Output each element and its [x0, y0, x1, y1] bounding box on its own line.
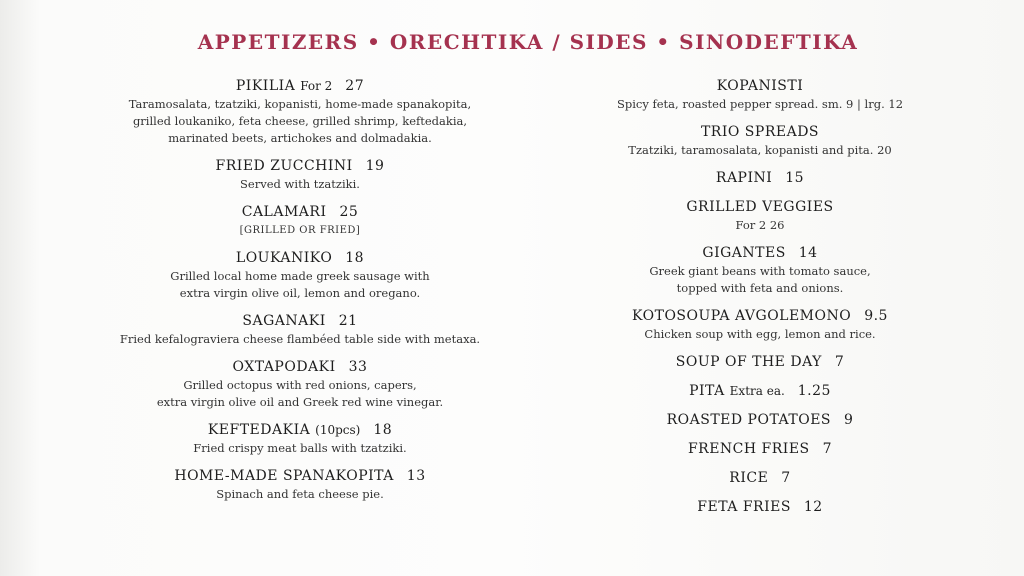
item-description: Grilled octopus with red onions, capers,	[183, 378, 417, 392]
item-price: 18	[373, 422, 393, 438]
menu-item	[560, 410, 960, 430]
item-price: 13	[406, 468, 426, 484]
menu-item	[60, 420, 540, 457]
item-price: 33	[348, 359, 368, 375]
item-name-line	[60, 202, 540, 222]
item-description: Greek giant beans with tomato sauce,	[649, 264, 871, 278]
item-name: RAPINI	[715, 170, 773, 186]
item-description: [GRILLED OR FRIED]	[239, 225, 361, 236]
item-name-line	[560, 243, 960, 263]
item-note: For 2	[300, 79, 333, 93]
item-description: Chicken soup with egg, lemon and rice.	[644, 327, 876, 341]
item-description: extra virgin olive oil and Greek red wine vinegar.	[156, 395, 444, 409]
menu-item	[560, 352, 960, 372]
item-description: Spicy feta, roasted pepper spread. sm. 9 | lrg. 12	[616, 97, 904, 111]
item-name-line	[560, 439, 960, 459]
item-note: Extra ea.	[729, 384, 785, 398]
item-name: RICE	[729, 470, 769, 486]
item-name: HOME-MADE SPANAKOPITA	[174, 468, 394, 484]
item-name-line	[60, 76, 540, 96]
item-description: grilled loukaniko, feta cheese, grilled shrimp, keftedakia,	[132, 114, 468, 128]
item-description: Fried kefalograviera cheese flambéed table side with metaxa.	[119, 332, 481, 346]
item-description: topped with feta and onions.	[676, 281, 844, 295]
item-name: GIGANTES	[702, 245, 786, 261]
menu-item	[60, 202, 540, 239]
item-name: OXTAPODAKI	[232, 359, 336, 375]
item-name-line	[560, 197, 960, 217]
item-name: SOUP OF THE DAY	[675, 354, 822, 370]
item-price: 15	[785, 170, 805, 186]
item-name-line	[560, 497, 960, 517]
item-description: Taramosalata, tzatziki, kopanisti, home-made spanakopita,	[128, 97, 472, 111]
item-name: TRIO SPREADS	[700, 124, 820, 140]
item-price: 19	[365, 158, 385, 174]
item-description: For 2 26	[735, 218, 785, 232]
item-price: 14	[798, 245, 818, 261]
item-name: KEFTEDAKIA	[207, 422, 311, 438]
menu-item	[560, 497, 960, 517]
sides-column	[560, 76, 960, 526]
menu-item	[560, 197, 960, 234]
item-description: marinated beets, artichokes and dolmadakia.	[168, 131, 432, 145]
item-name-line	[560, 381, 960, 401]
item-price: 21	[338, 313, 358, 329]
item-name-line	[60, 156, 540, 176]
item-price: 9.5	[864, 308, 888, 324]
item-note: (10pcs)	[315, 423, 361, 437]
item-name-line	[560, 468, 960, 488]
menu-item	[60, 156, 540, 193]
item-name-line	[60, 466, 540, 486]
item-name-line	[560, 410, 960, 430]
menu-item	[560, 122, 960, 159]
item-description: Grilled local home made greek sausage with	[170, 269, 430, 283]
menu-item	[60, 311, 540, 348]
item-name: LOUKANIKO	[235, 250, 333, 266]
item-price: 7	[834, 354, 845, 370]
item-description: Spinach and feta cheese pie.	[216, 487, 384, 501]
menu-item	[60, 466, 540, 503]
item-name: KOPANISTI	[716, 78, 804, 94]
item-name-line	[560, 306, 960, 326]
item-name: PIKILIA	[235, 78, 296, 94]
menu-item	[560, 306, 960, 343]
item-name-line	[560, 76, 960, 96]
item-price: 7	[781, 470, 791, 486]
menu-item	[60, 357, 540, 411]
item-description: Tzatziki, taramosalata, kopanisti and pita. 20	[628, 143, 892, 157]
item-name-line	[560, 352, 960, 372]
item-name-line	[60, 311, 540, 331]
menu-item	[560, 468, 960, 488]
item-name: FRENCH FRIES	[687, 441, 810, 457]
item-name: FRIED ZUCCHINI	[215, 158, 353, 174]
item-price: 7	[822, 441, 833, 457]
menu-item	[60, 76, 540, 147]
item-name: PITA	[689, 383, 725, 399]
item-name: CALAMARI	[241, 204, 327, 220]
item-price: 25	[339, 204, 359, 220]
item-name-line	[60, 248, 540, 268]
item-name: KOTOSOUPA AVGOLEMONO	[632, 308, 852, 324]
item-price: 1.25	[797, 383, 831, 399]
item-name-line	[560, 122, 960, 142]
item-name: ROASTED POTATOES	[666, 412, 832, 428]
item-description: Fried crispy meat balls with tzatziki.	[193, 441, 407, 455]
item-name-line	[60, 420, 540, 440]
item-description: extra virgin olive oil, lemon and oregano.	[179, 286, 421, 300]
item-name-line	[60, 357, 540, 377]
menu-item	[560, 243, 960, 297]
menu-section-title: APPETIZERS • ORECHTIKA / SIDES • SINODEFTIKA	[197, 30, 859, 54]
appetizers-column	[60, 76, 540, 512]
item-name: FETA FRIES	[697, 499, 791, 515]
item-price: 12	[803, 499, 823, 515]
item-description: Served with tzatziki.	[240, 177, 360, 191]
item-price: 9	[843, 412, 854, 428]
menu-item	[560, 381, 960, 401]
item-price: 18	[345, 250, 365, 266]
menu-item	[560, 76, 960, 113]
menu-item	[560, 439, 960, 459]
menu-item	[60, 248, 540, 302]
item-name-line	[560, 168, 960, 188]
menu-item	[560, 168, 960, 188]
item-price: 27	[345, 78, 365, 94]
item-name: GRILLED VEGGIES	[686, 199, 834, 215]
item-name: SAGANAKI	[242, 313, 326, 329]
